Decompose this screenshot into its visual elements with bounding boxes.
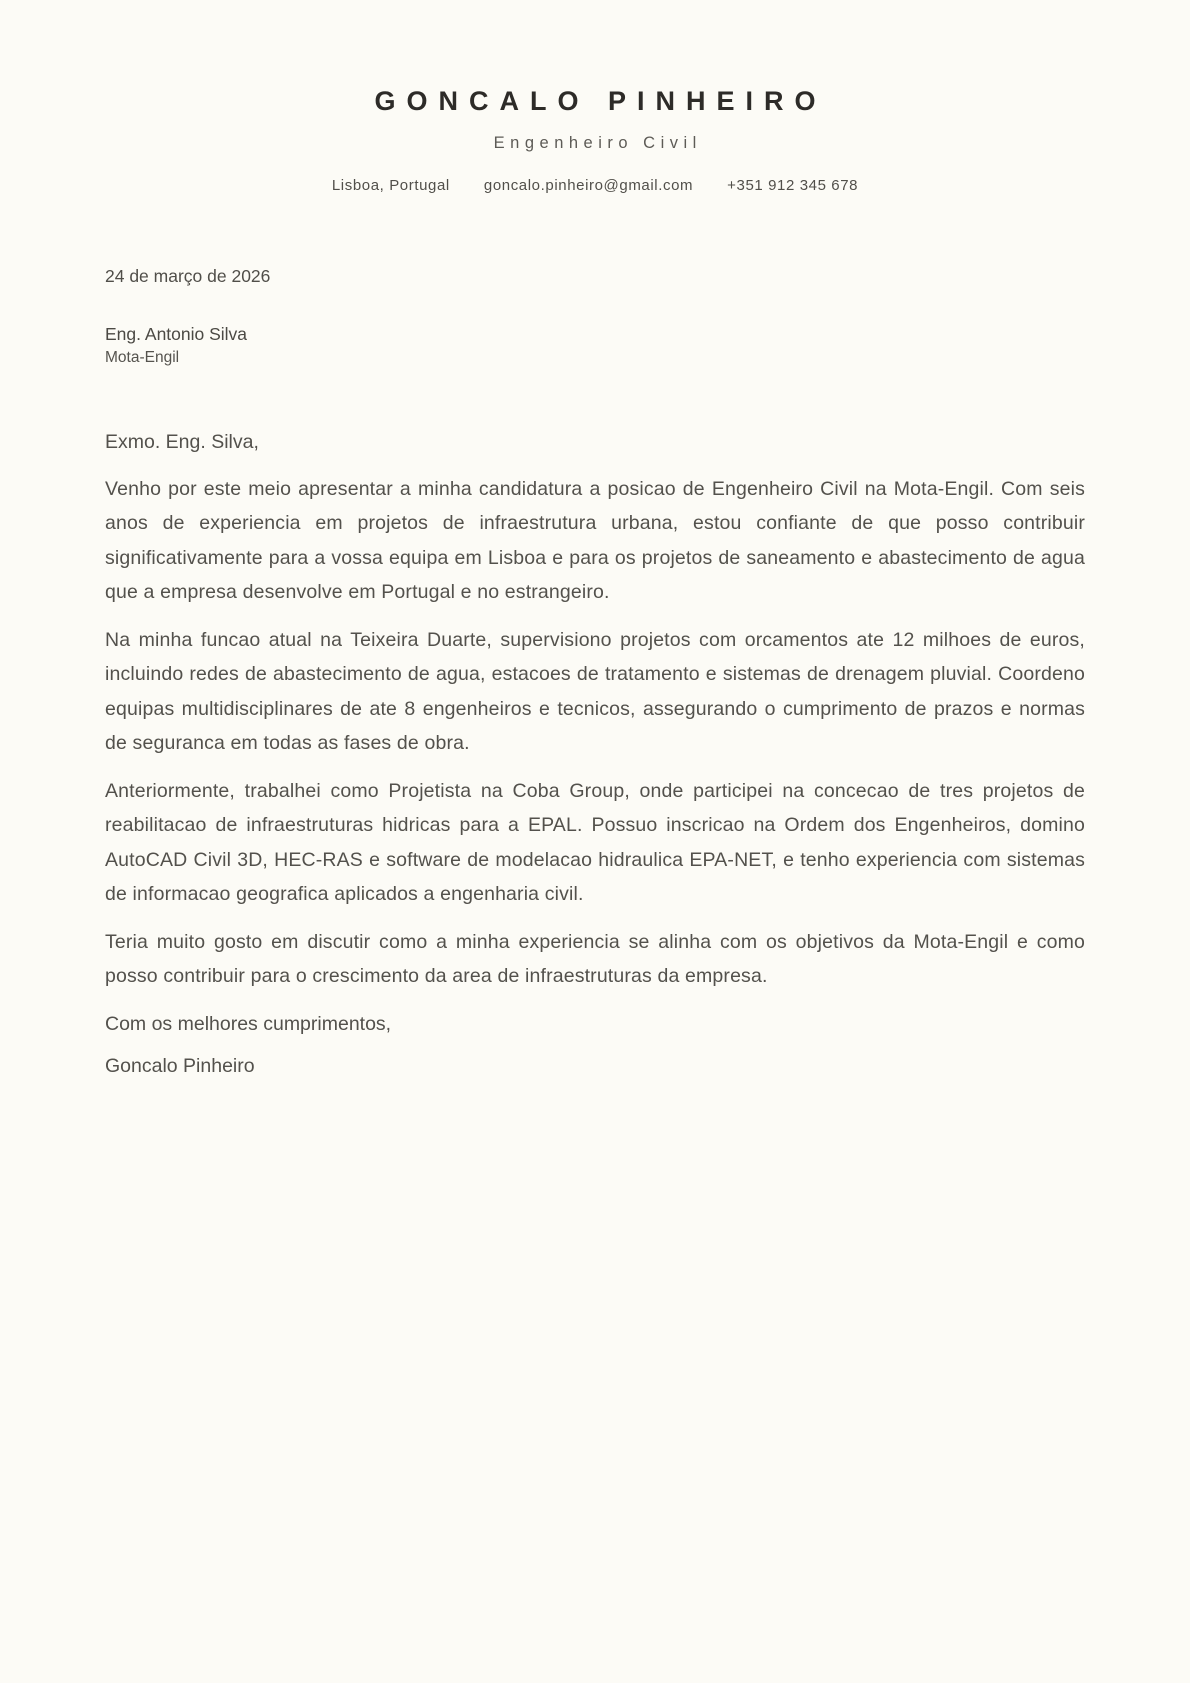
letter-paragraph-1: Venho por este meio apresentar a minha candidatura a posicao de Engenheiro Civil na Mota-Engil. Com seis anos de experiencia em projetos de infraestrutura urbana, estou confiante de que posso contribuir significativamente para a vossa equipa em Lisboa e para os projetos de saneamento e abastecimento de agua que a empresa desenvolve em Portugal e no estrangeiro. [105,477,1085,603]
letter-paragraph-3: Anteriormente, trabalhei como Projetista na Coba Group, onde participei na concecao de tres projetos de reabilitacao de infraestruturas hidricas para a EPAL. Possuo inscricao na Ordem dos Engenheiros, domino AutoCAD Civil 3D, HEC-RAS e software de modelacao hidraulica EPA-NET, e tenho experiencia com sistemas de informacao geografica aplicados a engenharia civil. [105,779,1085,905]
contact-email: goncalo.pinheiro@gmail.com [483,177,694,194]
signature-name: Goncalo Pinheiro [105,1055,255,1077]
contact-phone: +351 912 345 678 [727,177,859,194]
recipient-block [105,321,1085,369]
contact-row [105,177,1085,194]
letter-date: 24 de março de 2026 [105,266,271,286]
recipient-name: Eng. Antonio Silva [105,324,248,344]
person-name: GONCALO PINHEIRO [374,86,827,116]
person-title: Engenheiro Civil [493,134,702,152]
closing-line: Com os melhores cumprimentos, [105,1012,392,1035]
contact-location: Lisboa, Portugal [331,177,450,194]
letter-paragraph-4: Teria muito gosto em discutir como a minha experiencia se alinha com os objetivos da Mota-Engil e como posso contribuir para o crescimento da area de infraestruturas da empresa. [105,930,1085,987]
letter-body [105,266,1085,1084]
letter-header [105,86,1085,194]
letter-paragraph-2: Na minha funcao atual na Teixeira Duarte, supervisiono projetos com orcamentos ate 12 milhoes de euros, incluindo redes de abastecimento de agua, estacoes de tratamento e sistemas de drenagem pluvial. Coordeno equipas multidisciplinares de ate 8 engenheiros e tecnicos, assegurando o cumprimento de prazos e normas de seguranca em todas as fases de obra. [105,628,1085,754]
salutation: Exmo. Eng. Silva, [105,431,259,453]
recipient-company: Mota-Engil [105,349,180,366]
